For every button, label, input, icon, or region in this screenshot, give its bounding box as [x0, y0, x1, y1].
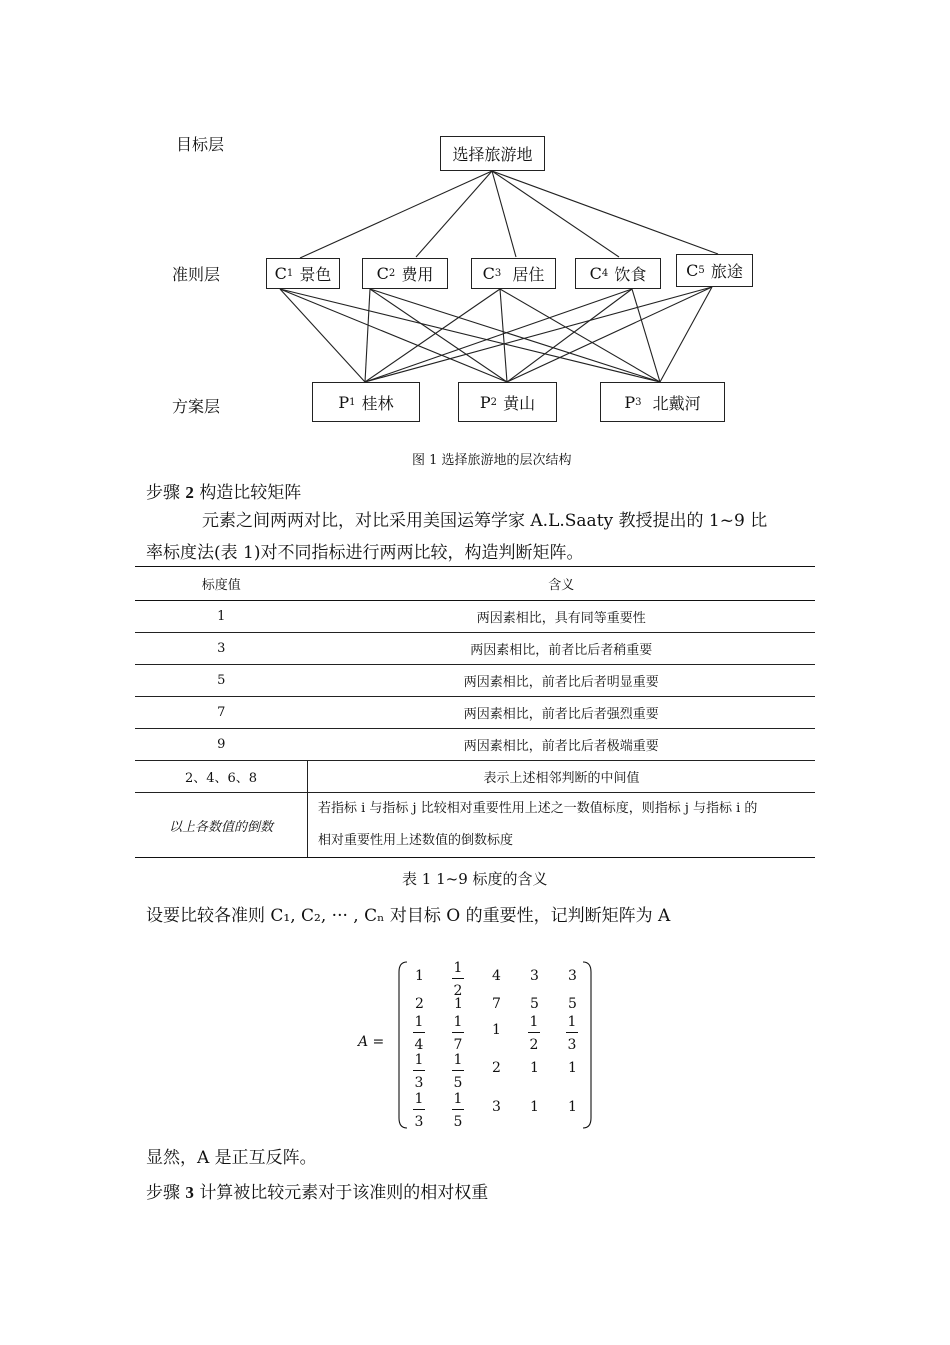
table-row-reciprocal: [135, 793, 815, 858]
matrix-cell: 1: [492, 1022, 501, 1038]
table-cell-meaning: 两因素相比，前者比后者明显重要: [308, 665, 816, 697]
alternative-node-p1: P 1 桂林: [312, 382, 420, 422]
matrix-cell: 1: [415, 968, 424, 984]
table-row: [135, 601, 815, 633]
matrix-cell: 1 3: [414, 1091, 424, 1130]
table-header-scale: 标度值: [135, 567, 308, 601]
matrix-cell: 5: [530, 996, 539, 1012]
table-header-row: [135, 567, 815, 601]
layer-label-alternatives: 方案层: [172, 397, 221, 416]
step3-heading: 步骤 3 计算被比较元素对于该准则的相对权重: [146, 1183, 489, 1203]
para1-line2: 率标度法(表 1)对不同指标进行两两比较，构造判断矩阵。: [146, 543, 584, 563]
figure-caption: 图 1 选择旅游地的层次结构: [412, 453, 572, 468]
matrix-cell: 2: [415, 996, 424, 1012]
table-cell-meaning: 两因素相比，前者比后者强烈重要: [308, 697, 816, 729]
para3: 显然，A 是正互反阵。: [146, 1148, 317, 1168]
table-cell-scale: 5: [135, 665, 308, 697]
reciprocal-meaning-line1: 若指标 i 与指标 j 比较相对重要性用上述之一数值标度，则指标 j 与指标 i 的: [318, 801, 758, 816]
table-cell-reciprocal-meaning: [308, 793, 816, 858]
scale-table: [135, 566, 815, 858]
para1-line1: 元素之间两两对比，对比采用美国运筹学家 A.L.Saaty 教授提出的 1~9 比: [202, 511, 768, 531]
table-cell-scale: 3: [135, 633, 308, 665]
criteria-node-c5: C 5 旅途: [676, 254, 753, 287]
matrix-cell: 1: [568, 1060, 577, 1076]
matrix-cell: 3: [530, 968, 539, 984]
criteria-node-c4: C 4 饮食: [575, 258, 661, 289]
table-cell-scale: 2、4、6、8: [135, 761, 308, 793]
table-header-meaning: 含义: [308, 567, 816, 601]
reciprocal-meaning-line2: 相对重要性用上述数值的倒数标度: [318, 833, 514, 848]
table-row: [135, 665, 815, 697]
table-cell-scale: 1: [135, 601, 308, 633]
para2: 设要比较各准则 C₁, C₂, ··· , Cₙ 对目标 O 的重要性，记判断矩阵为 A: [146, 906, 671, 926]
table-caption: 表 1 1~9 标度的含义: [402, 870, 548, 888]
criteria-node-c2: C 2 费用: [362, 258, 448, 289]
matrix-cell: 1 2: [529, 1014, 539, 1053]
table-cell-reciprocal-label: 以上各数值的倒数: [135, 793, 308, 858]
matrix-cell: 1 5: [453, 1052, 463, 1091]
table-row: [135, 633, 815, 665]
matrix-cell: 1 3: [567, 1014, 577, 1053]
table-cell-meaning: 两因素相比，前者比后者稍重要: [308, 633, 816, 665]
matrix-cell: 1 7: [453, 1014, 463, 1053]
alternative-node-p2: P 2 黄山: [458, 382, 557, 422]
matrix-cell: 5: [568, 996, 577, 1012]
matrix-cell: 1: [530, 1099, 539, 1115]
criteria-node-c1: C 1 景色: [266, 258, 340, 289]
matrix-cell: 2: [492, 1060, 501, 1076]
matrix-cell: 1 5: [453, 1091, 463, 1130]
matrix-cell: 1: [454, 996, 463, 1012]
table-cell-meaning: 两因素相比，具有同等重要性: [308, 601, 816, 633]
table-cell-meaning: 表示上述相邻判断的中间值: [308, 761, 816, 793]
matrix-cell: 4: [492, 968, 501, 984]
step2-heading: 步骤 2 构造比较矩阵: [146, 483, 302, 503]
layer-label-goal: 目标层: [176, 135, 225, 154]
matrix-cell: 7: [492, 996, 501, 1012]
table-cell-scale: 7: [135, 697, 308, 729]
goal-node: 选择旅游地: [440, 136, 545, 171]
alternative-node-p3: P 3 北戴河: [600, 382, 725, 422]
matrix-lhs: A =: [358, 1034, 385, 1050]
matrix-cell: 3: [568, 968, 577, 984]
criteria-node-c3: C 3 居住: [471, 258, 556, 289]
table-row: [135, 697, 815, 729]
table-cell-scale: 9: [135, 729, 308, 761]
matrix-cell: 1: [568, 1099, 577, 1115]
matrix-cell: 3: [492, 1099, 501, 1115]
table-row: [135, 761, 815, 793]
matrix-cell: 1 3: [414, 1052, 424, 1091]
matrix-cell: 1: [530, 1060, 539, 1076]
matrix-cell: 1 2: [453, 960, 463, 999]
table-cell-meaning: 两因素相比，前者比后者极端重要: [308, 729, 816, 761]
matrix-cell: 1 4: [414, 1014, 424, 1053]
table-row: [135, 729, 815, 761]
layer-label-criteria: 准则层: [172, 265, 221, 284]
